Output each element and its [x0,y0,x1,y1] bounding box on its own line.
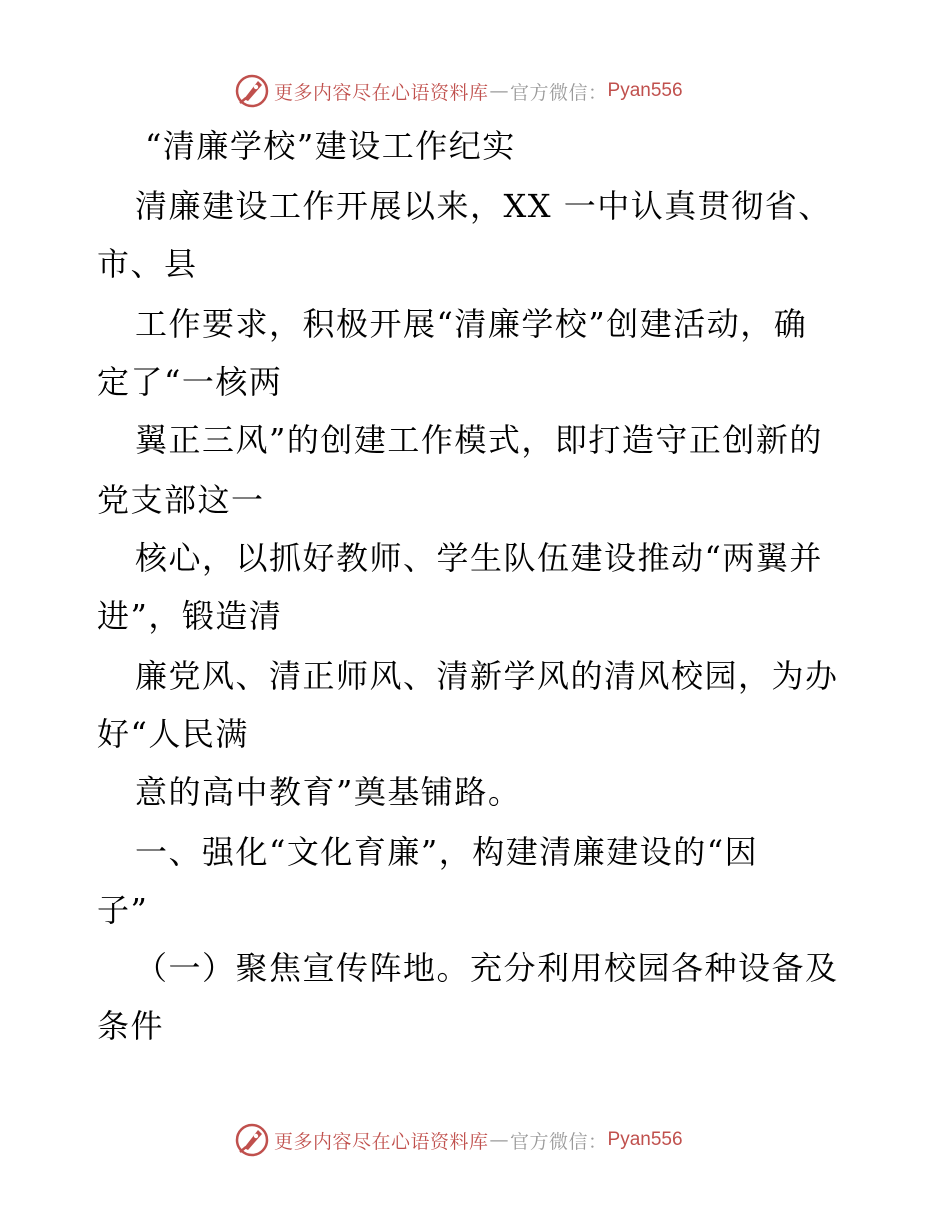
header-watermark [234,71,683,111]
footer-watermark [234,1120,683,1160]
watermark-separator: — [489,1129,510,1151]
paragraph-line: 翼正三风”的创建工作模式，即打造守正创新的 [135,421,823,459]
document-title: “清廉学校”建设工作纪实 [145,127,516,165]
paragraph-line: 党支部这一 [97,481,265,519]
paragraph-line: 市、县 [97,245,198,283]
paragraph-line: 好“人民满 [97,715,249,753]
paragraph-line: 进”，锻造清 [97,597,283,635]
watermark-brand-text: 更多内容尽在心语资料库 [274,1130,489,1153]
paragraph-line: 意的高中教育”奠基铺路。 [135,773,522,811]
section-heading: 一、强化“文化育廉”，构建清廉建设的“因 [135,833,759,871]
paragraph-line: 条件 [97,1007,165,1045]
paragraph-line: 清廉建设工作开展以来，XX 一中认真贯彻省、 [135,187,832,225]
watermark-account: Pyan556 [607,80,683,101]
watermark-official-text: 官方微信： [510,81,608,104]
pen-nib-logo-icon [234,73,270,109]
watermark-official-text: 官方微信： [510,1130,608,1153]
paragraph-line: 工作要求，积极开展“清廉学校”创建活动，确 [135,305,808,343]
paragraph-line: （一）聚焦宣传阵地。充分利用校园各种设备及 [135,949,839,987]
paragraph-line: 定了“一核两 [97,363,283,401]
watermark-separator: — [489,80,510,102]
paragraph-line: 核心，以抓好教师、学生队伍建设推动“两翼并 [135,539,823,577]
pen-nib-logo-icon [234,1122,270,1158]
watermark-brand-text: 更多内容尽在心语资料库 [274,81,489,104]
watermark-account: Pyan556 [607,1129,683,1150]
paragraph-line: 廉党风、清正师风、清新学风的清风校园，为办 [135,657,839,695]
section-heading-continued: 子” [97,891,149,929]
